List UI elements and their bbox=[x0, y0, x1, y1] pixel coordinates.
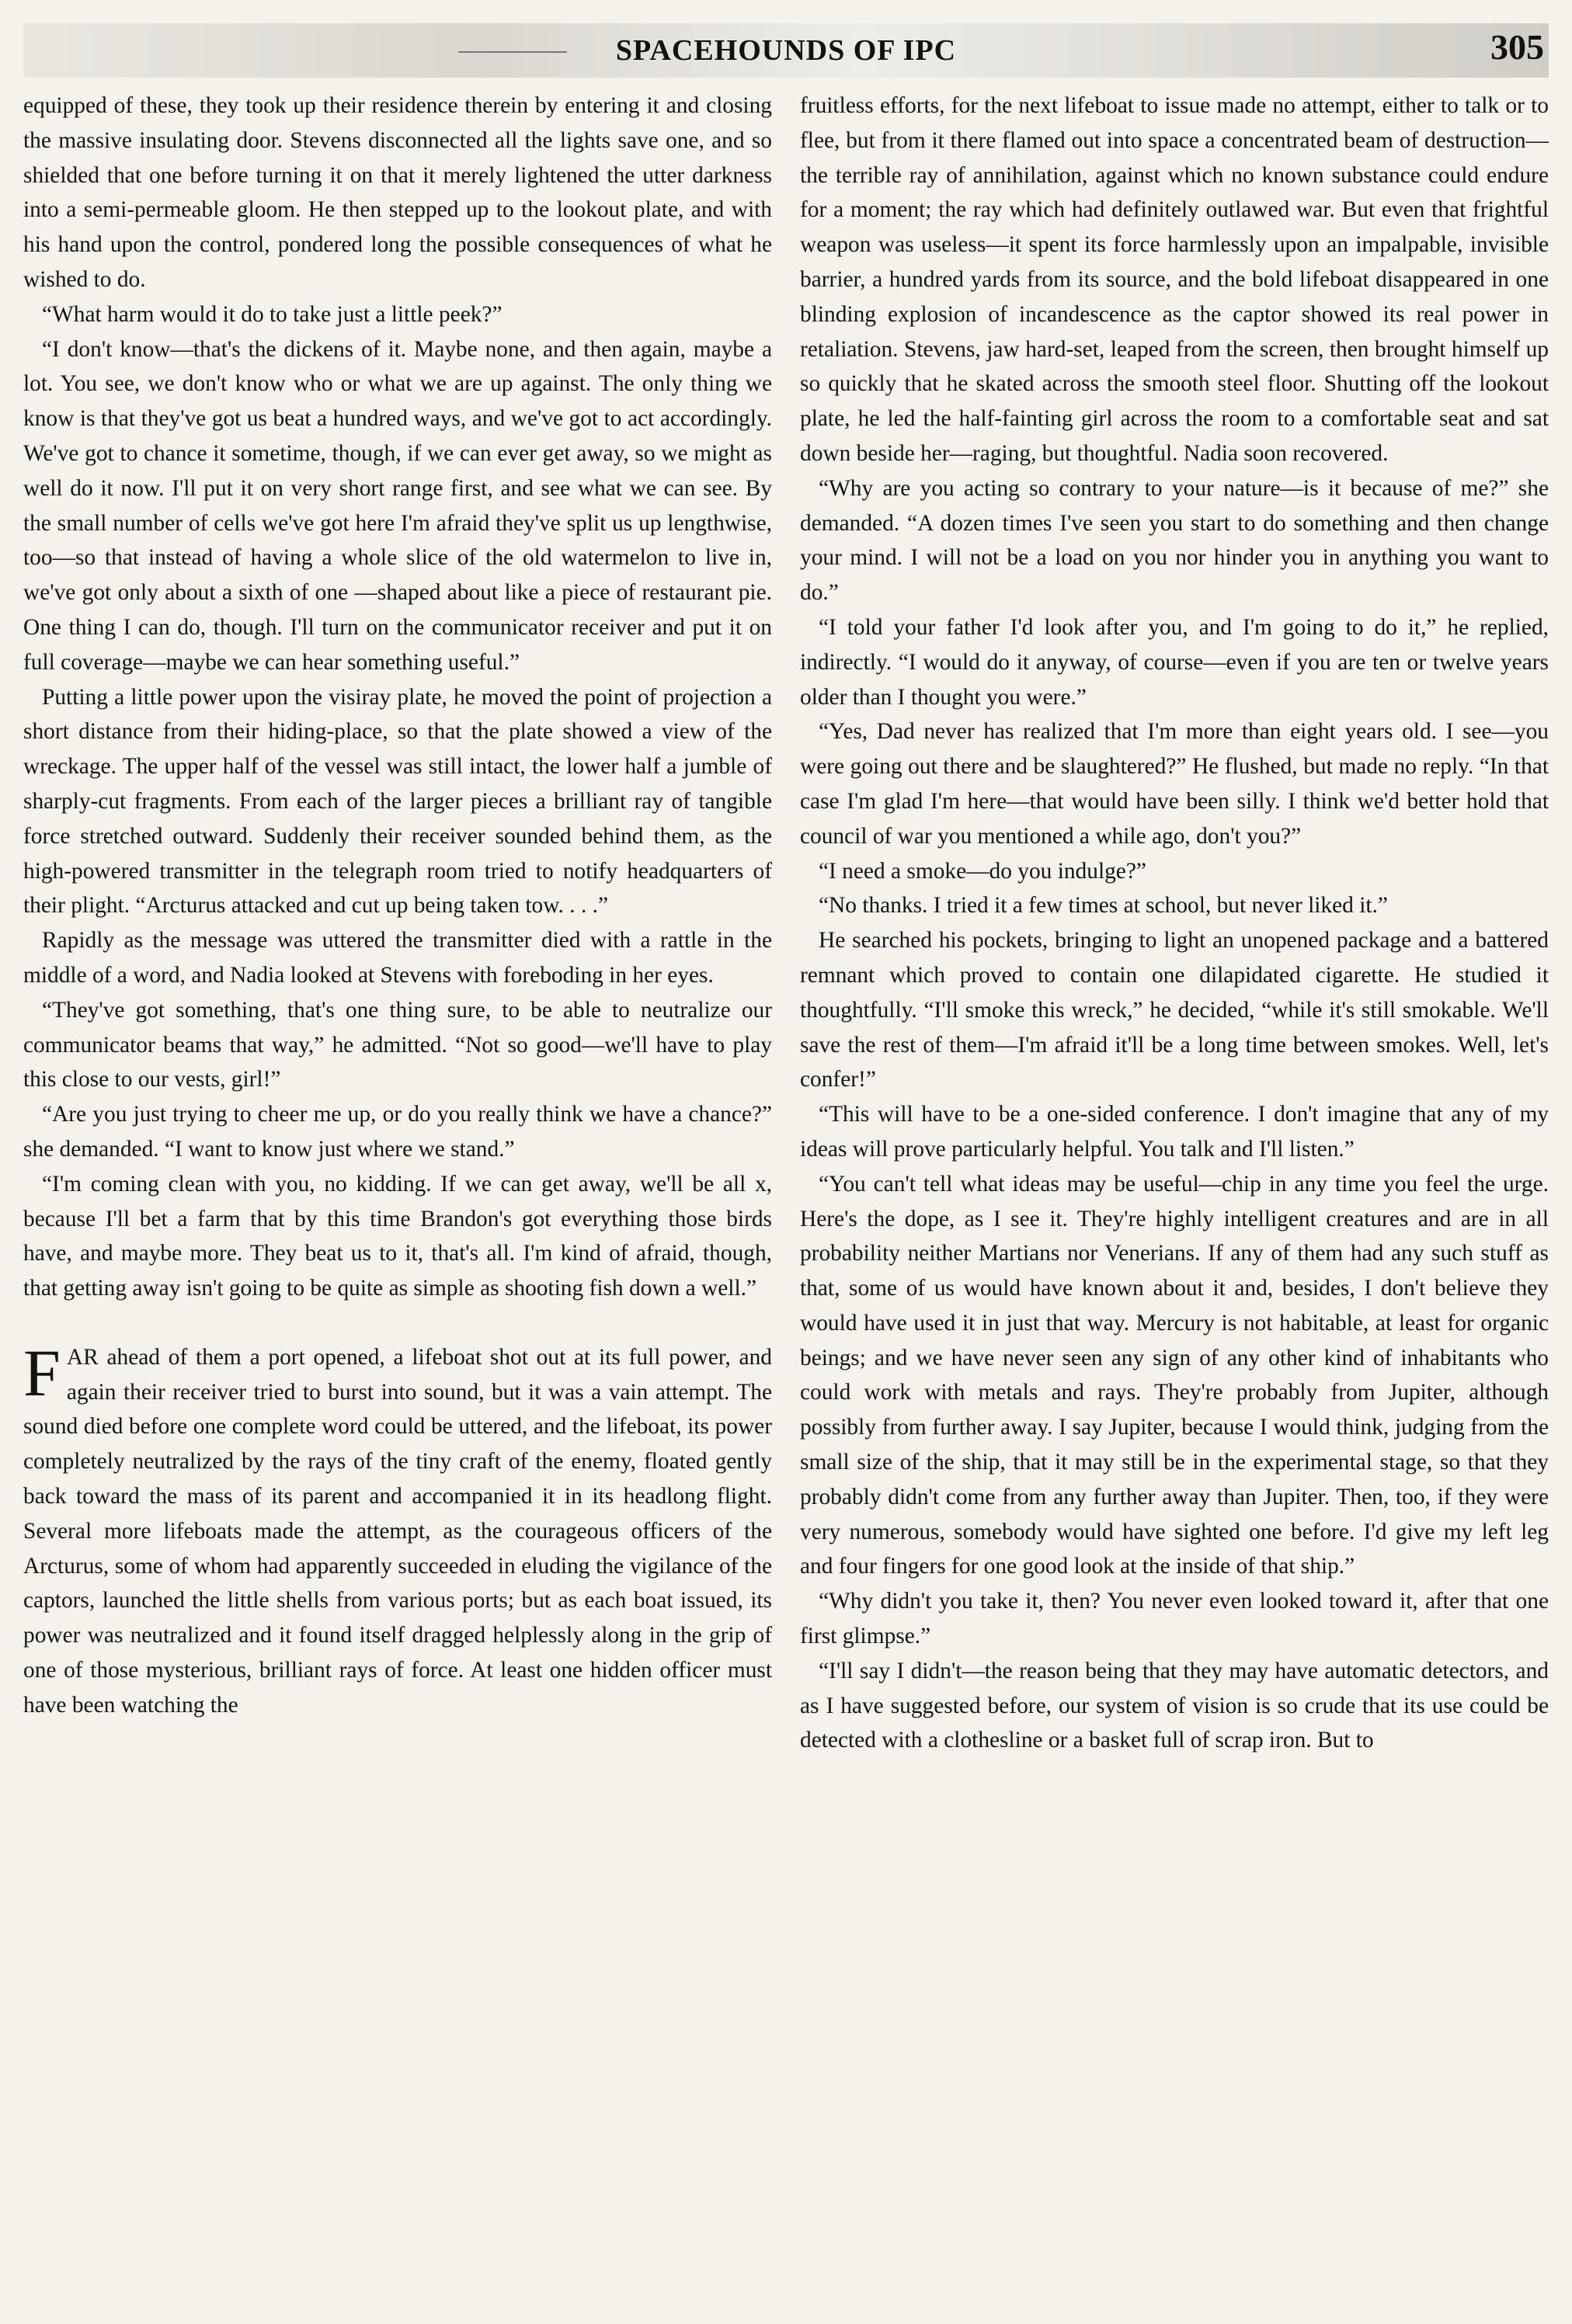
drop-cap: F bbox=[23, 1335, 61, 1410]
paragraph: equipped of these, they took up their residence therein by entering it and closing the massive insulating door. Stevens disconnected all the lights save one, and so shielded that one before turning it on that it merely lightened the utter darkness into a semi-permeable gloom. He then stepped up to the lookout plate, and with his hand upon the control, pondered long the possible consequences of what he wished to do. bbox=[23, 93, 772, 292]
paragraph: “Why didn't you take it, then? You never even looked toward it, after that one first glimpse.” bbox=[800, 1589, 1549, 1649]
text-columns bbox=[23, 89, 1549, 1758]
right-column bbox=[800, 89, 1549, 1758]
paragraph: He searched his pockets, bringing to light an unopened package and a battered remnant which proved to contain one dilapidated cigarette. He studied it thoughtfully. “I'll smoke this wreck,” he decided, “while it's still smokable. We'll save the rest of them—I'm afraid it'll be a long time between smokes. Well, let's confer!” bbox=[800, 928, 1549, 1093]
paragraph: “Why are you acting so contrary to your nature—is it because of me?” she demanded. “A dozen times I've seen you start to do something and then change your mind. I will not be a load on you nor hinder you in anything you want to do.” bbox=[800, 475, 1549, 606]
page-header bbox=[23, 23, 1549, 78]
paragraph: “They've got something, that's one thing sure, to be able to neutralize our communicator beams that way,” he admitted. “Not so good—we'll have to play this close to our vests, girl!” bbox=[23, 997, 772, 1093]
running-head: SPACEHOUNDS OF IPC bbox=[615, 34, 957, 67]
paragraph: “What harm would it do to take just a little peek?” bbox=[42, 301, 503, 327]
section-paragraph bbox=[23, 1335, 772, 1723]
page-number: 305 bbox=[1490, 27, 1544, 67]
paragraph: “I need a smoke—do you indulge?” bbox=[819, 858, 1146, 884]
paragraph: Rapidly as the message was uttered the transmitter died with a rattle in the middle of a word, and Nadia looked at Stevens with foreboding in her eyes. bbox=[23, 928, 772, 988]
paragraph: fruitless efforts, for the next lifeboat to issue made no attempt, either to talk or to flee, but from it there flamed out into space a concentrated beam of destruction—the terrible ray of annihilation, against which no known substance could endure for a moment; the ray which had definitely outlawed war. But even that frightful weapon was useless—it spent its force harmlessly upon an impalpable, invisible barrier, a hundred yards from its source, and the bold lifeboat disappeared in one blinding explosion of incandescence as the captor showed its real power in retaliation. Stevens, jaw hard-set, leaped from the screen, then brought himself up so quickly that he skated across the smooth steel floor. Shutting off the lookout plate, he led the half-fainting girl across the room to a comfortable seat and sat down beside her—raging, but thoughtful. Nadia soon recovered. bbox=[800, 93, 1549, 466]
paragraph: “I'm coming clean with you, no kidding. If we can get away, we'll be all x, because I'll bet a farm that by this time Brandon's got everything those birds have, and maybe more. They beat us to it, that's all. I'm kind of afraid, though, that getting away isn't going to be quite as simple as shooting fish down a well.” bbox=[23, 1171, 772, 1301]
paragraph: “You can't tell what ideas may be useful—chip in any time you feel the urge. Here's the dope, as I see it. They're highly intelligent creatures and are in all probability neither Martians nor Venerians. If any of them had any such stuff as that, some of us would have known about it and, besides, I don't believe they would have used it in just that way. Mercury is not habitable, at least for organic beings; and we have never seen any sign of any other kind of inhabitants who could work with metals and rays. They're probably from Jupiter, although possibly from further away. I say Jupiter, because I would think, judging from the small size of the ship, that it may still be in the experimental stage, so that they probably didn't come from any further away than Jupiter. Then, too, if they were very numerous, somebody would have sighted one before. I'd give my left leg and four fingers for one good look at the inside of that ship.” bbox=[800, 1171, 1549, 1579]
header-rule bbox=[458, 51, 567, 53]
paragraph: “I told your father I'd look after you, and I'm going to do it,” he replied, indirectly. “I would do it anyway, of course—even if you are ten or twelve years older than I thought you were.” bbox=[800, 614, 1549, 710]
paragraph: “Are you just trying to cheer me up, or do you really think we have a chance?” she demanded. “I want to know just where we stand.” bbox=[23, 1102, 772, 1162]
paragraph: “This will have to be a one-sided conference. I don't imagine that any of my ideas will prove particularly helpful. You talk and I'll listen.” bbox=[800, 1102, 1549, 1162]
paragraph: Putting a little power upon the visiray plate, he moved the point of projection a short distance from their hiding-place, so that the plate showed a view of the wreckage. The upper half of the vessel was still intact, the lower half a jumble of sharply-cut fragments. From each of the larger pieces a brilliant ray of tangible force stretched outward. Suddenly their receiver sounded behind them, as the high-powered transmitter in the telegraph room tried to notify headquarters of their plight. “Arcturus attacked and cut up being taken tow. . . .” bbox=[23, 684, 772, 919]
paragraph: “No thanks. I tried it a few times at school, but never liked it.” bbox=[819, 893, 1388, 919]
paragraph: “Yes, Dad never has realized that I'm more than eight years old. I see—you were going out there and be slaughtered?” He flushed, but made no reply. “In that case I'm glad I'm here—that would have been silly. I think we'd better hold that council of war you mentioned a while ago, don't you?” bbox=[800, 719, 1549, 849]
paragraph: “I don't know—that's the dickens of it. Maybe none, and then again, maybe a lot. You see, we don't know who or what we are up against. The only thing we know is that they've got us beat a hundred ways, and we've got to act accordingly. We've got to chance it sometime, though, if we can ever get away, so we might as well do it now. I'll put it on very short range first, and see what we can see. By the small number of cells we've got here I'm afraid they've split us up lengthwise, too—so that instead of having a whole slice of the old watermelon to live in, we've got only about a sixth of one —shaped about like a piece of restaurant pie. One thing I can do, though. I'll turn on the communicator receiver and put it on full coverage—maybe we can hear something useful.” bbox=[23, 336, 772, 675]
paragraph: “I'll say I didn't—the reason being that they may have automatic detectors, and as I have suggested before, our system of vision is so crude that its use could be detected with a clothesline or a basket full of scrap iron. But to bbox=[800, 1658, 1549, 1753]
left-column bbox=[23, 89, 772, 1758]
section-text: AR ahead of them a port opened, a lifeboat shot out at its full power, and again their receiver tried to burst into sound, but it was a vain attempt. The sound died before one complete word could be uttered, and the lifeboat, its power completely neutralized by the rays of the tiny craft of the enemy, floated gently back toward the mass of its parent and accompanied it in its headlong flight. Several more lifeboats made the attempt, as the courageous officers of the Arcturus, some of whom had apparently succeeded in eluding the vigilance of the captors, launched the little shells from various ports; but as each boat issued, its power was neutralized and it found itself dragged helplessly along in the grip of one of those mysterious, brilliant rays of force. At least one hidden officer must have been watching the bbox=[23, 1344, 772, 1718]
